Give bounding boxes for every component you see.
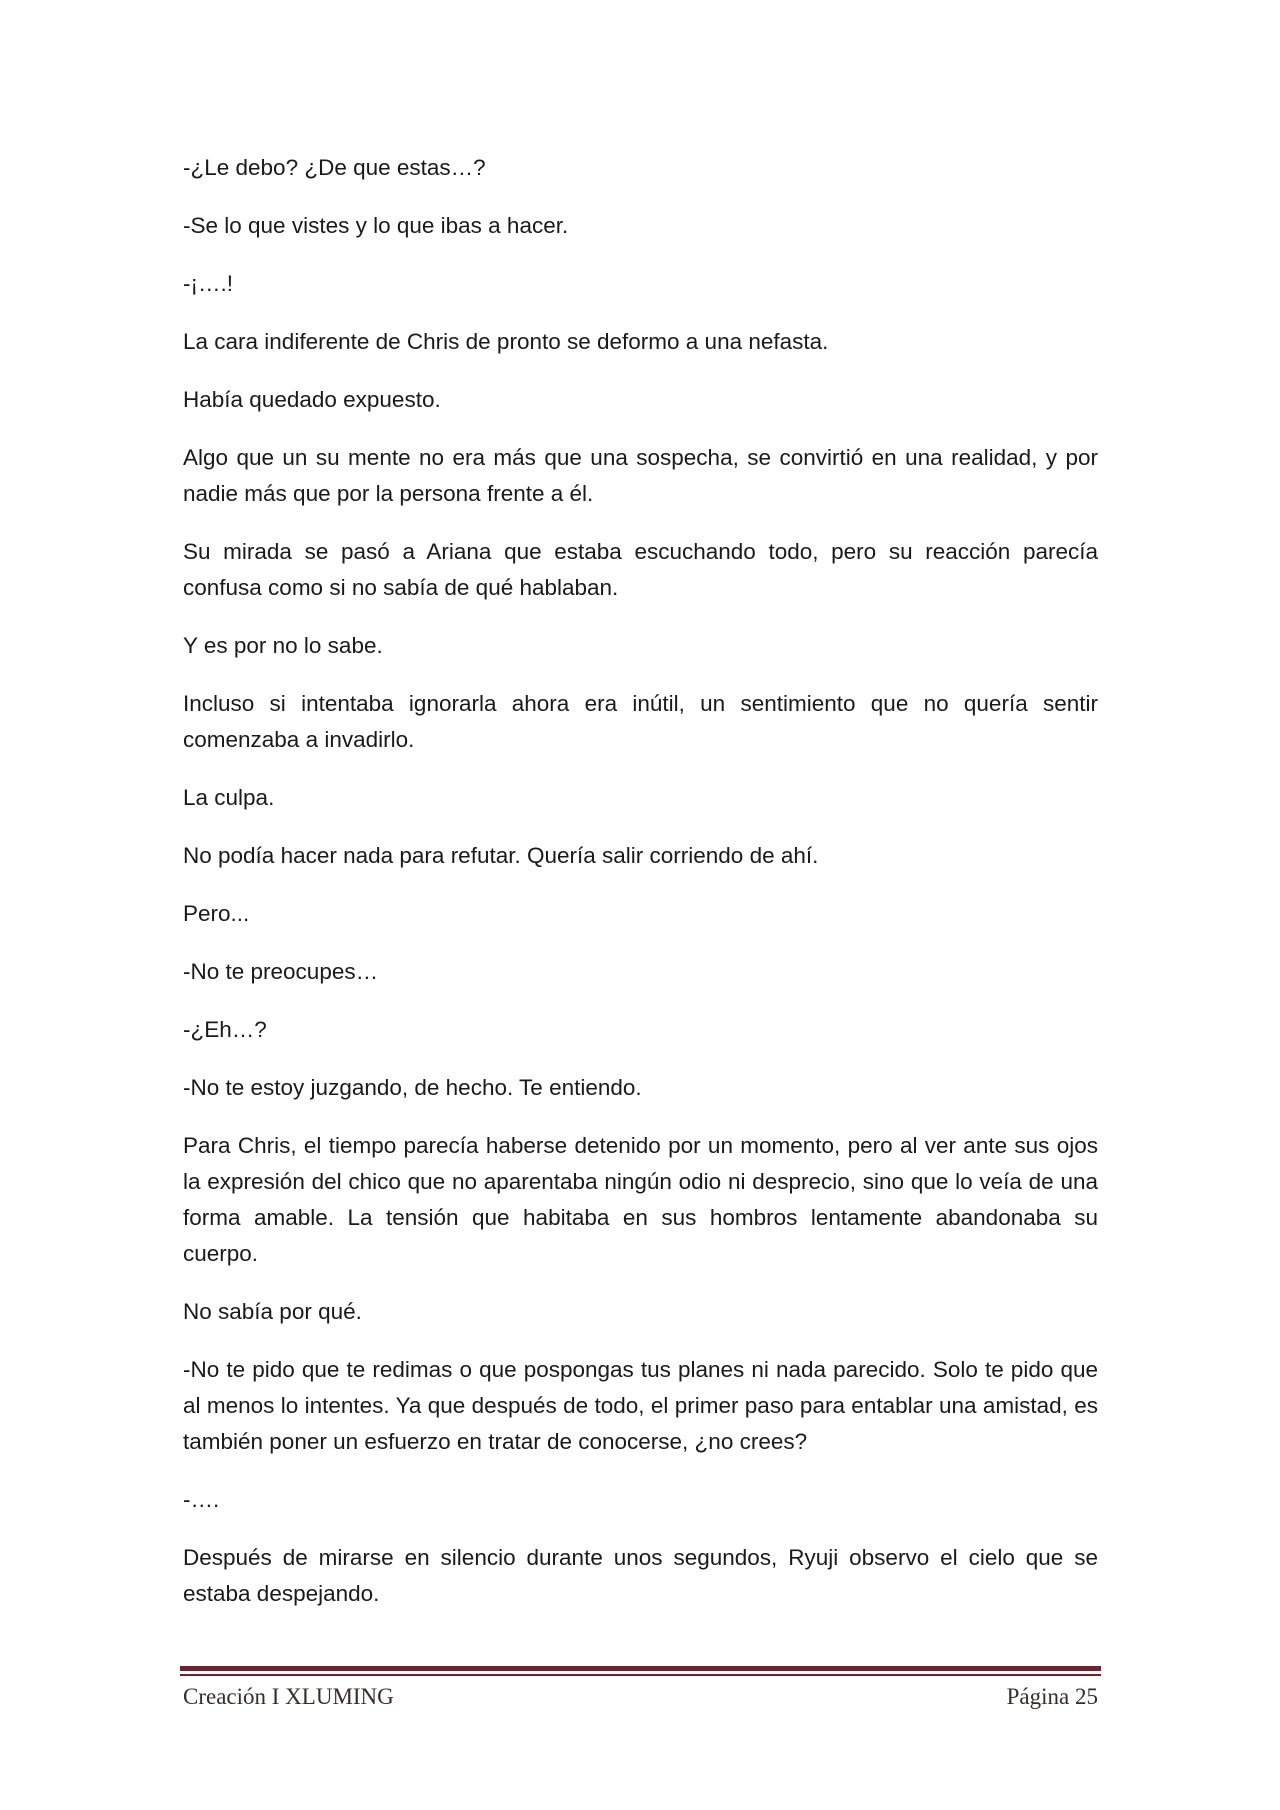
- paragraph-14: -¿Eh…?: [183, 1017, 267, 1042]
- footer-rule-thin: [180, 1674, 1101, 1676]
- paragraph-9: Incluso si intentaba ignorarla ahora era inútil, un sentimiento que no quería sentir comenzaba a invadirlo.: [183, 691, 1098, 752]
- paragraph-1: -¿Le debo? ¿De que estas…?: [183, 155, 486, 180]
- paragraph-17: No sabía por qué.: [183, 1299, 362, 1324]
- paragraph-6: Algo que un su mente no era más que una sospecha, se convirtió en una realidad, y por nadie más que por la persona frente a él.: [183, 445, 1098, 506]
- paragraph-7: Su mirada se pasó a Ariana que estaba escuchando todo, pero su reacción parecía confusa como si no sabía de qué hablaban.: [183, 539, 1098, 600]
- paragraph-8: Y es por no lo sabe.: [183, 633, 383, 658]
- paragraph-16: Para Chris, el tiempo parecía haberse detenido por un momento, pero al ver ante sus ojos la expresión del chico que no aparentaba ningún odio ni desprecio, sino que lo veía de una forma amable. La tensión que habitaba en sus hombros lentamente abandonaba su cuerpo.: [183, 1133, 1098, 1266]
- paragraph-13: -No te preocupes…: [183, 959, 379, 984]
- paragraph-15: -No te estoy juzgando, de hecho. Te entiendo.: [183, 1075, 642, 1100]
- paragraph-19: -….: [183, 1487, 220, 1512]
- paragraph-4: La cara indiferente de Chris de pronto se deformo a una nefasta.: [183, 329, 829, 354]
- footer-rule: [180, 1666, 1101, 1671]
- paragraph-12: Pero...: [183, 901, 250, 926]
- page-number: Página 25: [1006, 1684, 1098, 1709]
- paragraph-20: Después de mirarse en silencio durante unos segundos, Ryuji observo el cielo que se estaba despejando.: [183, 1545, 1098, 1606]
- paragraph-18: -No te pido que te redimas o que pospongas tus planes ni nada parecido. Solo te pido que al menos lo intentes. Ya que después de todo, el primer paso para entablar una amistad, es también poner un esfuerzo en tratar de conocerse, ¿no crees?: [183, 1357, 1098, 1454]
- paragraph-5: Había quedado expuesto.: [183, 387, 441, 412]
- paragraph-3: -¡….!: [183, 271, 233, 296]
- paragraph-10: La culpa.: [183, 785, 275, 810]
- page-footer: [183, 1679, 1098, 1715]
- footer-author: Creación I XLUMING: [183, 1684, 394, 1709]
- paragraph-2: -Se lo que vistes y lo que ibas a hacer.: [183, 213, 569, 238]
- body-text: [183, 150, 1098, 1634]
- paragraph-11: No podía hacer nada para refutar. Quería salir corriendo de ahí.: [183, 843, 819, 868]
